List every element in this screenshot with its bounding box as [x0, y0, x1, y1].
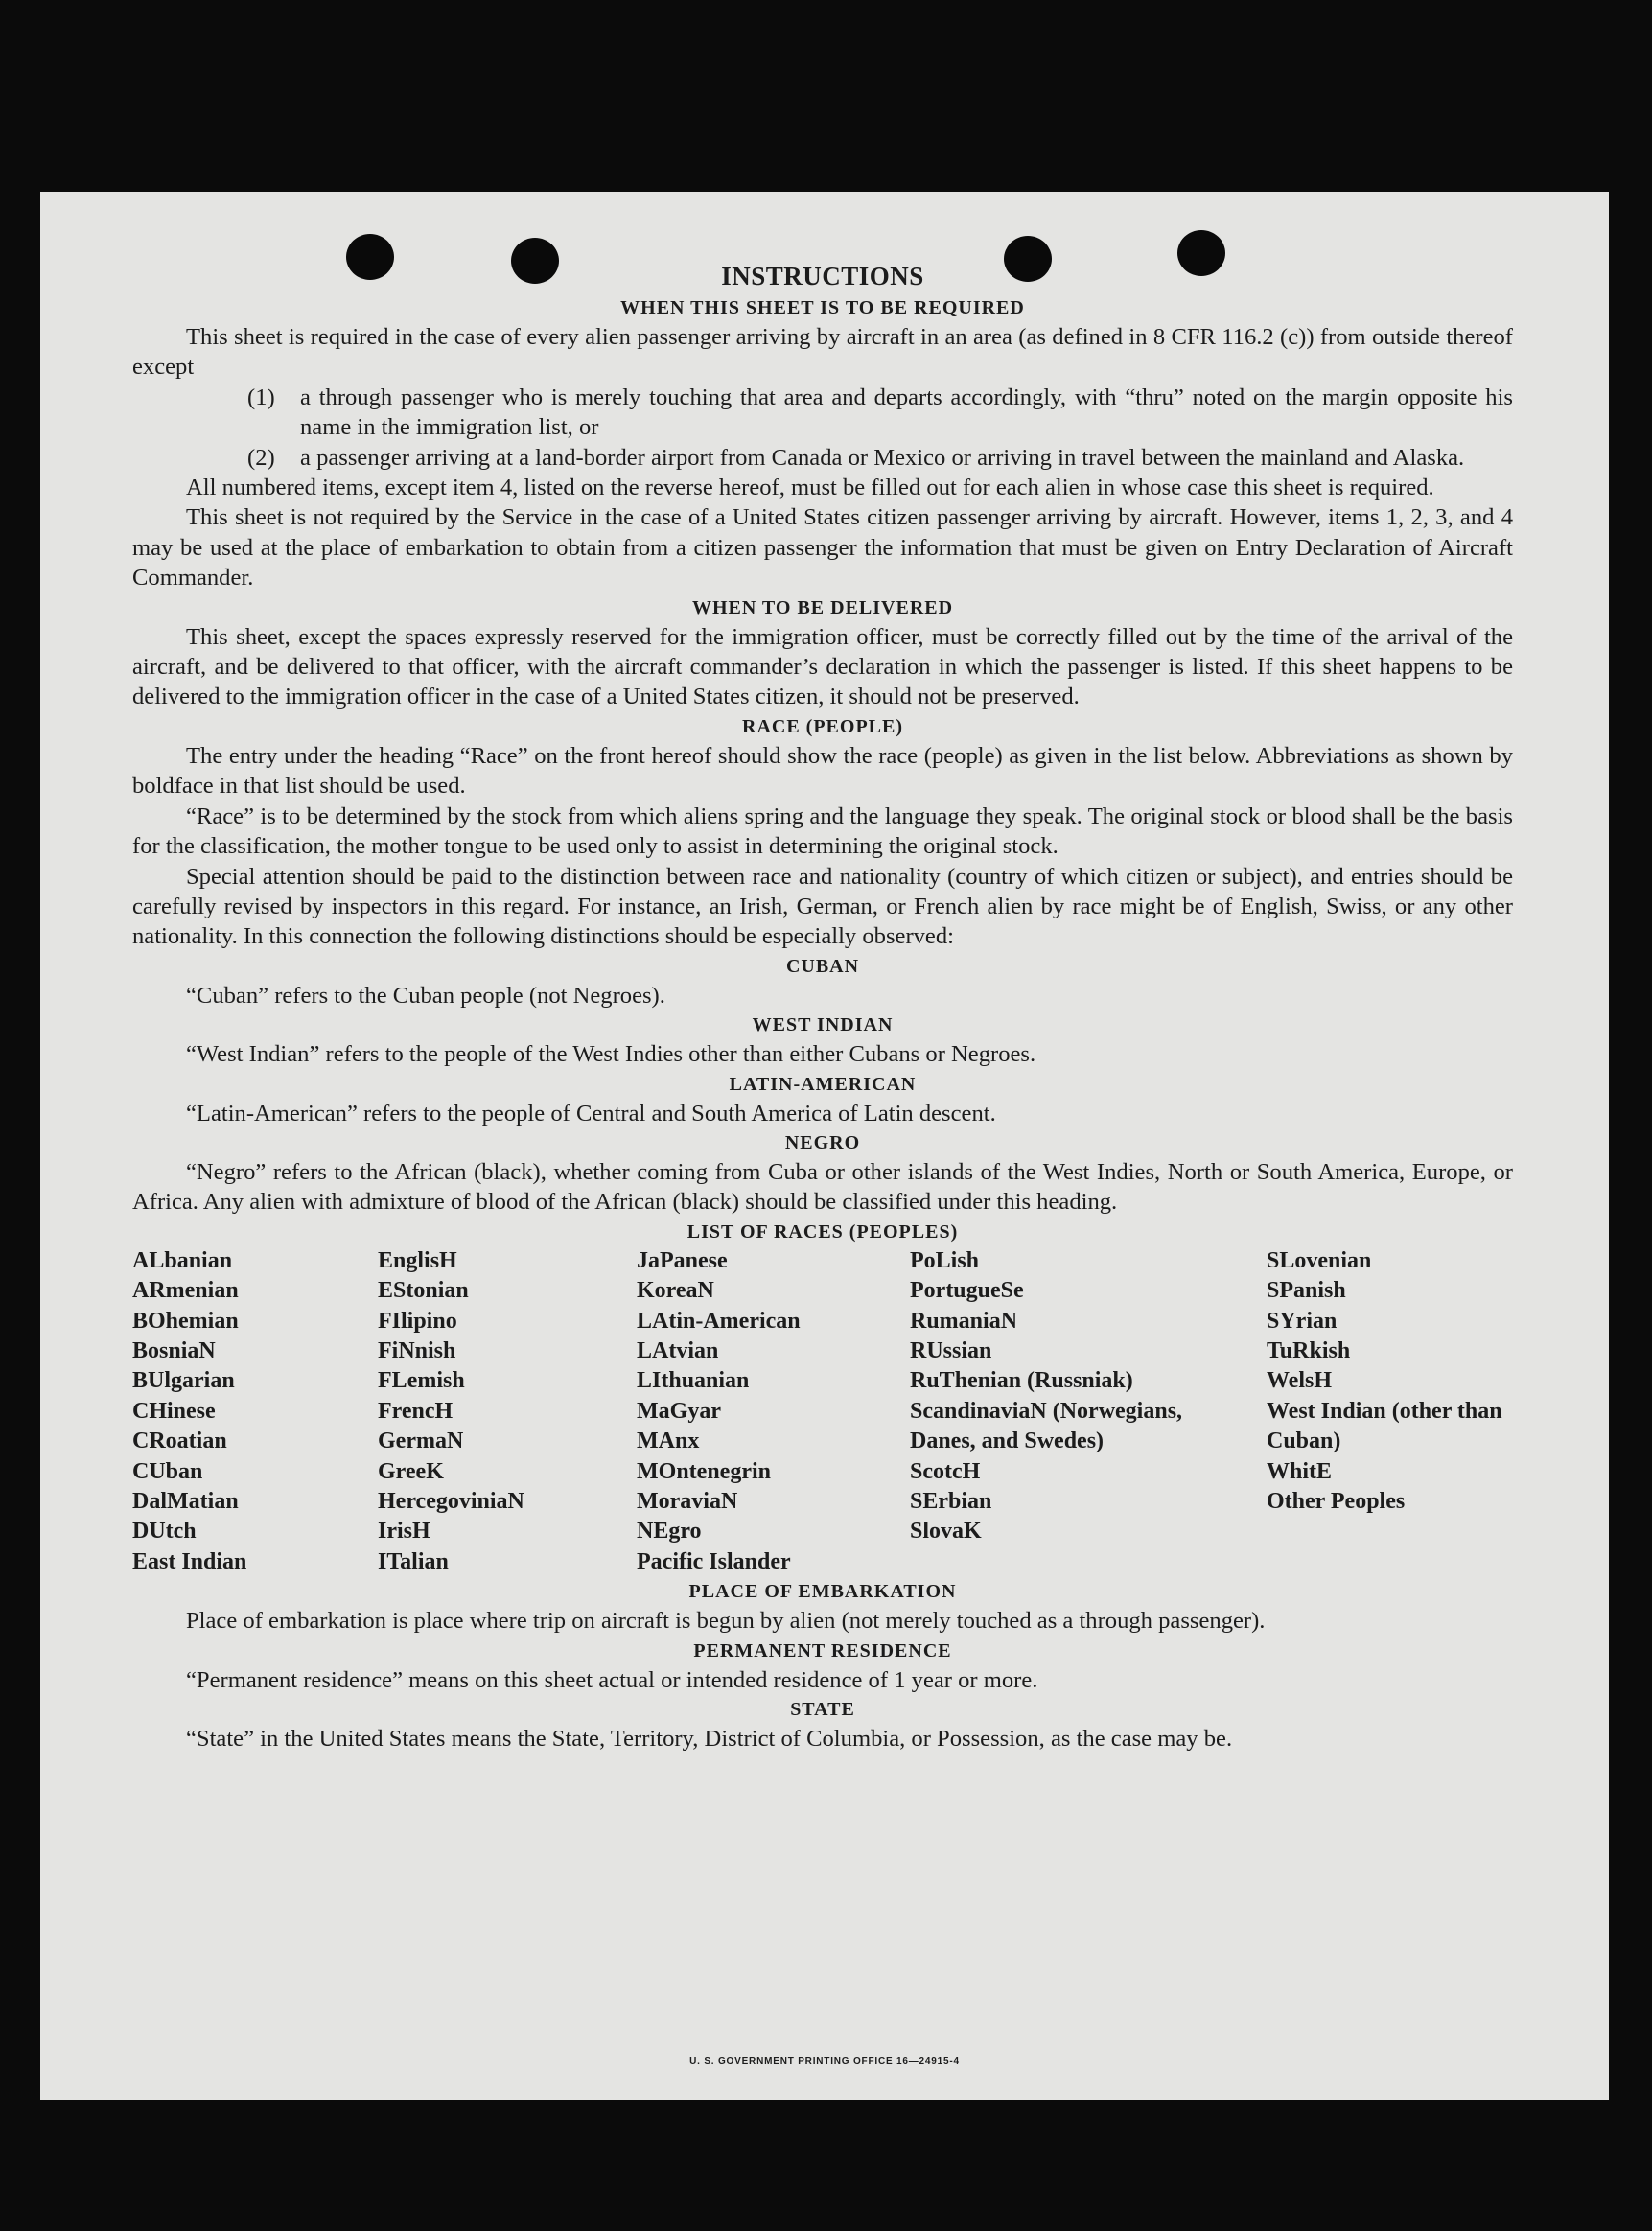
race-item: ARmenian — [132, 1278, 239, 1304]
race-item: MAnx — [637, 1429, 700, 1454]
section-heading: RACE (PEOPLE) — [742, 715, 903, 737]
race-item: FrencH — [378, 1398, 454, 1424]
race-item: BosniaN — [132, 1337, 216, 1363]
section-heading: STATE — [790, 1699, 855, 1721]
section-heading: CUBAN — [785, 955, 860, 977]
race-item: Pacific Islander — [637, 1548, 791, 1574]
paragraph: Place of embarkation is place where trip on aircraft is begun by alien (not merely touched as a through passenger). — [186, 1608, 1266, 1635]
race-item: CUban — [132, 1458, 203, 1484]
race-item: MoraviaN — [637, 1489, 738, 1514]
race-item: MaGyar — [637, 1398, 721, 1424]
section-heading: WEST INDIAN — [752, 1014, 894, 1036]
paragraph: Special attention should be paid to the distinction between race and nationality (country of which citizen or subject), and entries should be carefully revised by inspectors in this regard. For instance, an Irish, German, or French alien by race might be of English, Swiss, or any other nationality. In this connection the following distinctions should be especially observed: — [132, 863, 1513, 950]
item-number: (1) — [247, 383, 275, 410]
section-heading: WHEN TO BE DELIVERED — [691, 596, 954, 618]
paragraph: “Race” is to be determined by the stock from which aliens spring and the language they speak. The original stock or blood shall be the basis for the classification, the mother tongue to be used only to assist in determining the original stock. — [132, 802, 1513, 860]
list-item — [132, 383, 1513, 443]
race-item: PoLish — [910, 1247, 980, 1273]
paragraph: The entry under the heading “Race” on the front hereof should show the race (people) as given in the list below. Abbreviations as shown by boldface in that list should be used. — [132, 742, 1513, 800]
section-heading: WHEN THIS SHEET IS TO BE REQUIRED — [620, 297, 1025, 318]
race-item: GermaN — [378, 1429, 464, 1454]
race-item: RuThenian (Russniak) — [910, 1368, 1133, 1394]
race-item: PortugueSe — [910, 1278, 1024, 1304]
race-column — [1267, 1246, 1513, 1577]
race-item: RUssian — [910, 1337, 992, 1363]
race-item: LAtin-American — [637, 1308, 801, 1334]
paragraph: This sheet, except the spaces expressly reserved for the immigration officer, must be correctly filled out by the time of the arrival of the aircraft, and be delivered to that officer, with the aircraft commander’s declaration in which the passenger is listed. If this sheet happens to be delivered to the immigration officer in the case of a United States citizen, it should not be preserved. — [132, 623, 1513, 710]
race-item: SPanish — [1267, 1278, 1346, 1304]
race-item: WhitE — [1267, 1458, 1333, 1484]
section-heading: NEGRO — [784, 1131, 861, 1153]
race-item: FIlipino — [378, 1308, 457, 1334]
race-item-text: ScandinaviaN (Norwegians, Danes, and Swedes) — [910, 1398, 1183, 1454]
race-item-text: West Indian (other than Cuban) — [1267, 1398, 1502, 1454]
paragraph: “Cuban” refers to the Cuban people (not Negroes). — [186, 982, 665, 1009]
race-item: NEgro — [637, 1519, 702, 1545]
race-item: East Indian — [132, 1548, 247, 1574]
race-item: Other Peoples — [1267, 1489, 1406, 1514]
section-heading: LIST OF RACES (PEOPLES) — [686, 1220, 959, 1243]
paragraph: All numbered items, except item 4, listed on the reverse hereof, must be filled out for each alien in whose case this sheet is required. — [186, 475, 1434, 501]
race-item: ITalian — [378, 1548, 449, 1574]
race-column — [910, 1246, 1267, 1577]
instructions-body — [132, 259, 1513, 1754]
section-heading: PLACE OF EMBARKATION — [688, 1581, 957, 1603]
race-item: ScotcH — [910, 1458, 981, 1484]
list-item — [132, 443, 1513, 473]
race-item: SLovenian — [1267, 1247, 1372, 1273]
race-item: BOhemian — [132, 1308, 239, 1334]
item-text: a through passenger who is merely touching that area and departs accordingly, with “thru” noted on the margin opposite his name in the immigration list, or — [300, 383, 1513, 441]
item-number: (2) — [247, 444, 275, 471]
race-item: SErbian — [910, 1489, 992, 1514]
item-text: a passenger arriving at a land-border airport from Canada or Mexico or arriving in travel between the mainland and Alaska. — [300, 444, 1465, 471]
document-sheet — [40, 192, 1609, 2100]
race-column — [637, 1246, 910, 1577]
race-item: ALbanian — [132, 1247, 233, 1273]
race-item: RumaniaN — [910, 1308, 1018, 1334]
race-list — [132, 1246, 1513, 1577]
race-item: HercegoviniaN — [378, 1489, 524, 1514]
section-heading: LATIN-AMERICAN — [729, 1073, 917, 1095]
paragraph: This sheet is not required by the Service in the case of a United States citizen passenger arriving by aircraft. However, items 1, 2, 3, and 4 may be used at the place of embarkation to obtain from a citizen passenger the information that must be given on Entry Declaration of Aircraft Commander. — [132, 504, 1513, 592]
race-item: WelsH — [1267, 1368, 1333, 1394]
race-item: SYrian — [1267, 1308, 1338, 1334]
race-item: KoreaN — [637, 1278, 714, 1304]
race-item: LAtvian — [637, 1337, 719, 1363]
race-item: FiNnish — [378, 1337, 456, 1363]
paragraph: “Negro” refers to the African (black), whether coming from Cuba or other islands of the West Indies, North or South America, Europe, or Africa. Any alien with admixture of blood of the African (black) should be classified under this heading. — [132, 1158, 1513, 1216]
race-item: MOntenegrin — [637, 1458, 771, 1484]
race-item: EStonian — [378, 1278, 469, 1304]
race-item: GreeK — [378, 1458, 444, 1484]
race-item: TuRkish — [1267, 1337, 1351, 1363]
race-column — [378, 1246, 637, 1577]
race-item: LIthuanian — [637, 1368, 750, 1394]
paragraph: “West Indian” refers to the people of the West Indies other than either Cubans or Negroes. — [186, 1041, 1036, 1068]
paragraph: “State” in the United States means the State, Territory, District of Columbia, or Possession, as the case may be. — [186, 1726, 1233, 1753]
race-item: CHinese — [132, 1398, 216, 1424]
printing-office-note: U. S. GOVERNMENT PRINTING OFFICE 16—24915-4 — [689, 2057, 960, 2067]
paragraph: “Latin-American” refers to the people of Central and South America of Latin descent. — [186, 1100, 996, 1127]
paragraph: This sheet is required in the case of every alien passenger arriving by aircraft in an area (as defined in 8 CFR 116.2 (c)) from outside thereof except — [132, 324, 1513, 381]
race-item — [910, 1397, 1198, 1457]
paragraph: “Permanent residence” means on this sheet actual or intended residence of 1 year or more. — [186, 1666, 1038, 1693]
race-item — [1267, 1397, 1513, 1457]
race-item: IrisH — [378, 1519, 430, 1545]
race-item: DalMatian — [132, 1489, 239, 1514]
race-item: JaPanese — [637, 1247, 728, 1273]
race-item: CRoatian — [132, 1429, 227, 1454]
page-title: INSTRUCTIONS — [721, 262, 924, 290]
race-column — [132, 1246, 378, 1577]
race-item: SlovaK — [910, 1519, 982, 1545]
section-heading: PERMANENT RESIDENCE — [693, 1639, 952, 1662]
race-item: EnglisH — [378, 1247, 457, 1273]
race-item: FLemish — [378, 1368, 465, 1394]
race-item: BUlgarian — [132, 1368, 235, 1394]
race-item: DUtch — [132, 1519, 197, 1545]
